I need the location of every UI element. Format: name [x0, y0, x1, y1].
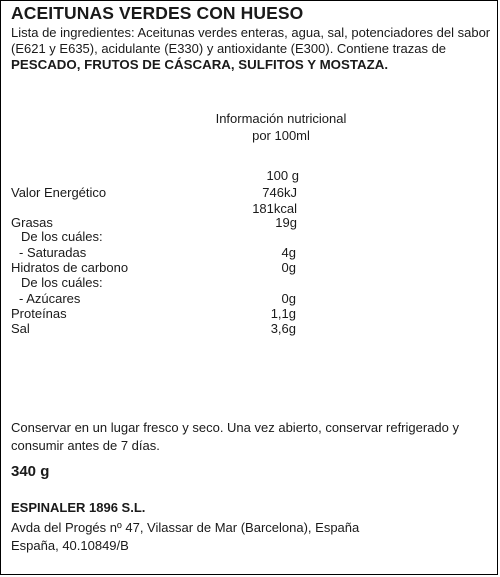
nutrition-row-label: Grasas: [11, 215, 53, 230]
company-name: ESPINALER 1896 S.L.: [11, 500, 146, 515]
net-weight: 340 g: [11, 463, 50, 480]
registry-number: España, 40.10849/B: [11, 538, 129, 553]
nutrition-row-value: 0g: [281, 291, 296, 306]
nutrition-row-value: 181kcal: [252, 201, 297, 216]
company-address-block: [11, 519, 359, 555]
nutrition-row-value: 746kJ: [262, 185, 297, 200]
nutrition-row-value: 3,6g: [270, 321, 296, 336]
nutrition-row-value: 4g: [281, 245, 296, 260]
allergens-warning: PESCADO, FRUTOS DE CÁSCARA, SULFITOS Y MOSTAZA.: [11, 57, 389, 72]
nutrition-per-label: 100 g: [266, 168, 299, 183]
nutrition-row-label: Sal: [11, 321, 30, 336]
nutrition-row-value: 1,1g: [270, 306, 296, 321]
nutrition-row-label: De los cuáles:: [21, 275, 103, 290]
nutrition-row-label: - Azúcares: [19, 291, 81, 306]
nutrition-row-value: 19g: [275, 215, 297, 230]
nutrition-row-label: Valor Energético: [11, 185, 107, 200]
nutrition-header: [201, 110, 361, 144]
nutrition-row-value: 0g: [281, 260, 296, 275]
nutrition-row-label: De los cuáles:: [21, 229, 103, 244]
storage-instructions: Conservar en un lugar fresco y seco. Una vez abierto, conservar refrigerado y consumir antes de 7 días.: [11, 420, 459, 453]
nutrition-header-unit: por 100ml: [252, 128, 310, 143]
product-title: ACEITUNAS VERDES CON HUESO: [11, 3, 304, 23]
company-address: Avda del Progés nº 47, Vilassar de Mar (Barcelona), España: [11, 520, 360, 535]
nutrition-row-label: Proteínas: [11, 306, 67, 321]
ingredients-text: [11, 25, 495, 73]
ingredients-list: Lista de ingredientes: Aceitunas verdes enteras, agua, sal, potenciadores del sabor (E621 y E635), acidulante (E330) y antioxidante (E300). Contiene trazas de: [11, 25, 491, 56]
nutrition-header-title: Información nutricional: [215, 111, 347, 126]
nutrition-row-label: - Saturadas: [19, 245, 87, 260]
nutrition-row-label: Hidratos de carbono: [11, 260, 129, 275]
